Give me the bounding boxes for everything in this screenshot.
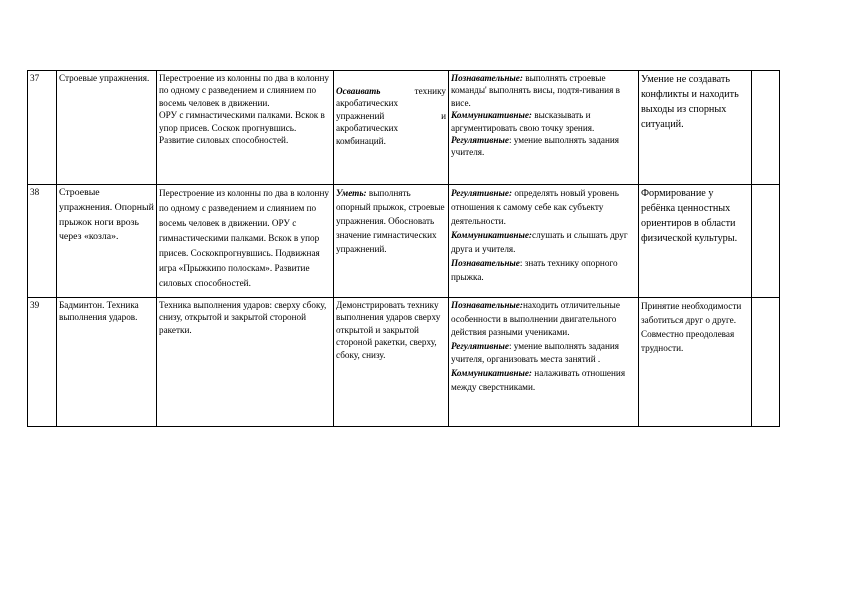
personal-results: Формирование у ребёнка ценностных ориентиров в области физической культуры. — [639, 185, 752, 298]
extra-cell — [752, 298, 780, 427]
lesson-topic: Бадминтон. Техника выполнения ударов. — [57, 298, 157, 427]
lesson-content — [157, 71, 334, 185]
table-row — [28, 298, 780, 427]
lesson-topic: Строевые упражнения. Опорный прыжок ноги врозь через «козла». — [57, 185, 157, 298]
uud-results: Познавательные:находить отличительные особенности в выполнении двигательного действия разными учениками. Регулятивные: умение выполнять задания учителя, организовать места занятий . Коммуникативные: налаживать отношения между сверстниками. — [449, 298, 639, 427]
subject-first-line — [336, 85, 446, 97]
lesson-number: 37 — [28, 71, 57, 185]
personal-results: Умение не создавать конфликты и находить выходы из спорных ситуаций. — [639, 71, 752, 185]
content-part2: ОРУ с гимнастическими палками. Вскок в упор присев. Соскок прогнувшись. Развитие силовых способностей. — [159, 110, 325, 146]
subject-results: Уметь: выполнять опорный прыжок, строевые упражнения. Обосновать значение гимнастических упражнений. — [334, 185, 449, 298]
subject-word: технику — [414, 86, 446, 96]
subject-line4: акробатических комбинаций. — [336, 123, 399, 146]
table-row — [28, 71, 780, 185]
extra-cell — [752, 71, 780, 185]
content-main: Перестроение из колонны по два в колонну по одному с разведением и слиянием по восемь человек в движении. ОРУ с гимнастическими палками. Вскок в упор присев. Соскокпрогнувшись. Подвижная игра «Прыжкипо полоскам». — [159, 188, 329, 273]
lesson-plan-table — [27, 70, 780, 427]
uud-results: Познавательные: выполнять строевые команды' выполнять висы, подтя-гивания в висе. Коммуникативные: высказывать и аргументировать свою точку зрения. Регулятивные: умение выполнять задания учителя. — [449, 71, 639, 185]
lesson-content: Техника выполнения ударов: сверху сбоку, снизу, открытой и закрытой стороной ракетки. — [157, 298, 334, 427]
uud-results: Регулятивные: определять новый уровень отношения к самому себе как субъекту деятельности. Коммуникативные:слушать и слышать друг друга и учителя. Познавательные: знать технику опорного прыжка. — [449, 185, 639, 298]
subject-label: Осваивать — [336, 86, 381, 96]
subject-line3: упражнений и — [336, 110, 446, 121]
content-part1: Перестроение из колонны по два в колонну по одному с разведением и слиянием по восемь человек в движении. — [159, 73, 329, 108]
lesson-number: 39 — [28, 298, 57, 427]
lesson-number: 38 — [28, 185, 57, 298]
subject-results: Демонстрировать технику выполнения ударов сверху открытой и закрытой стороной ракетки, сверху, сбоку, снизу. — [334, 298, 449, 427]
lesson-content — [157, 185, 334, 298]
extra-cell — [752, 185, 780, 298]
lesson-topic: Строевые упражнения. — [57, 71, 157, 185]
table-row — [28, 185, 780, 298]
content-cut: Развитие силовых способностей. — [159, 263, 310, 288]
personal-results: Принятие необходимости заботиться друг о друге. Совместно преодолевая трудности. — [639, 298, 752, 427]
subject-results — [334, 71, 449, 185]
subject-line2: акробатических — [336, 98, 399, 109]
